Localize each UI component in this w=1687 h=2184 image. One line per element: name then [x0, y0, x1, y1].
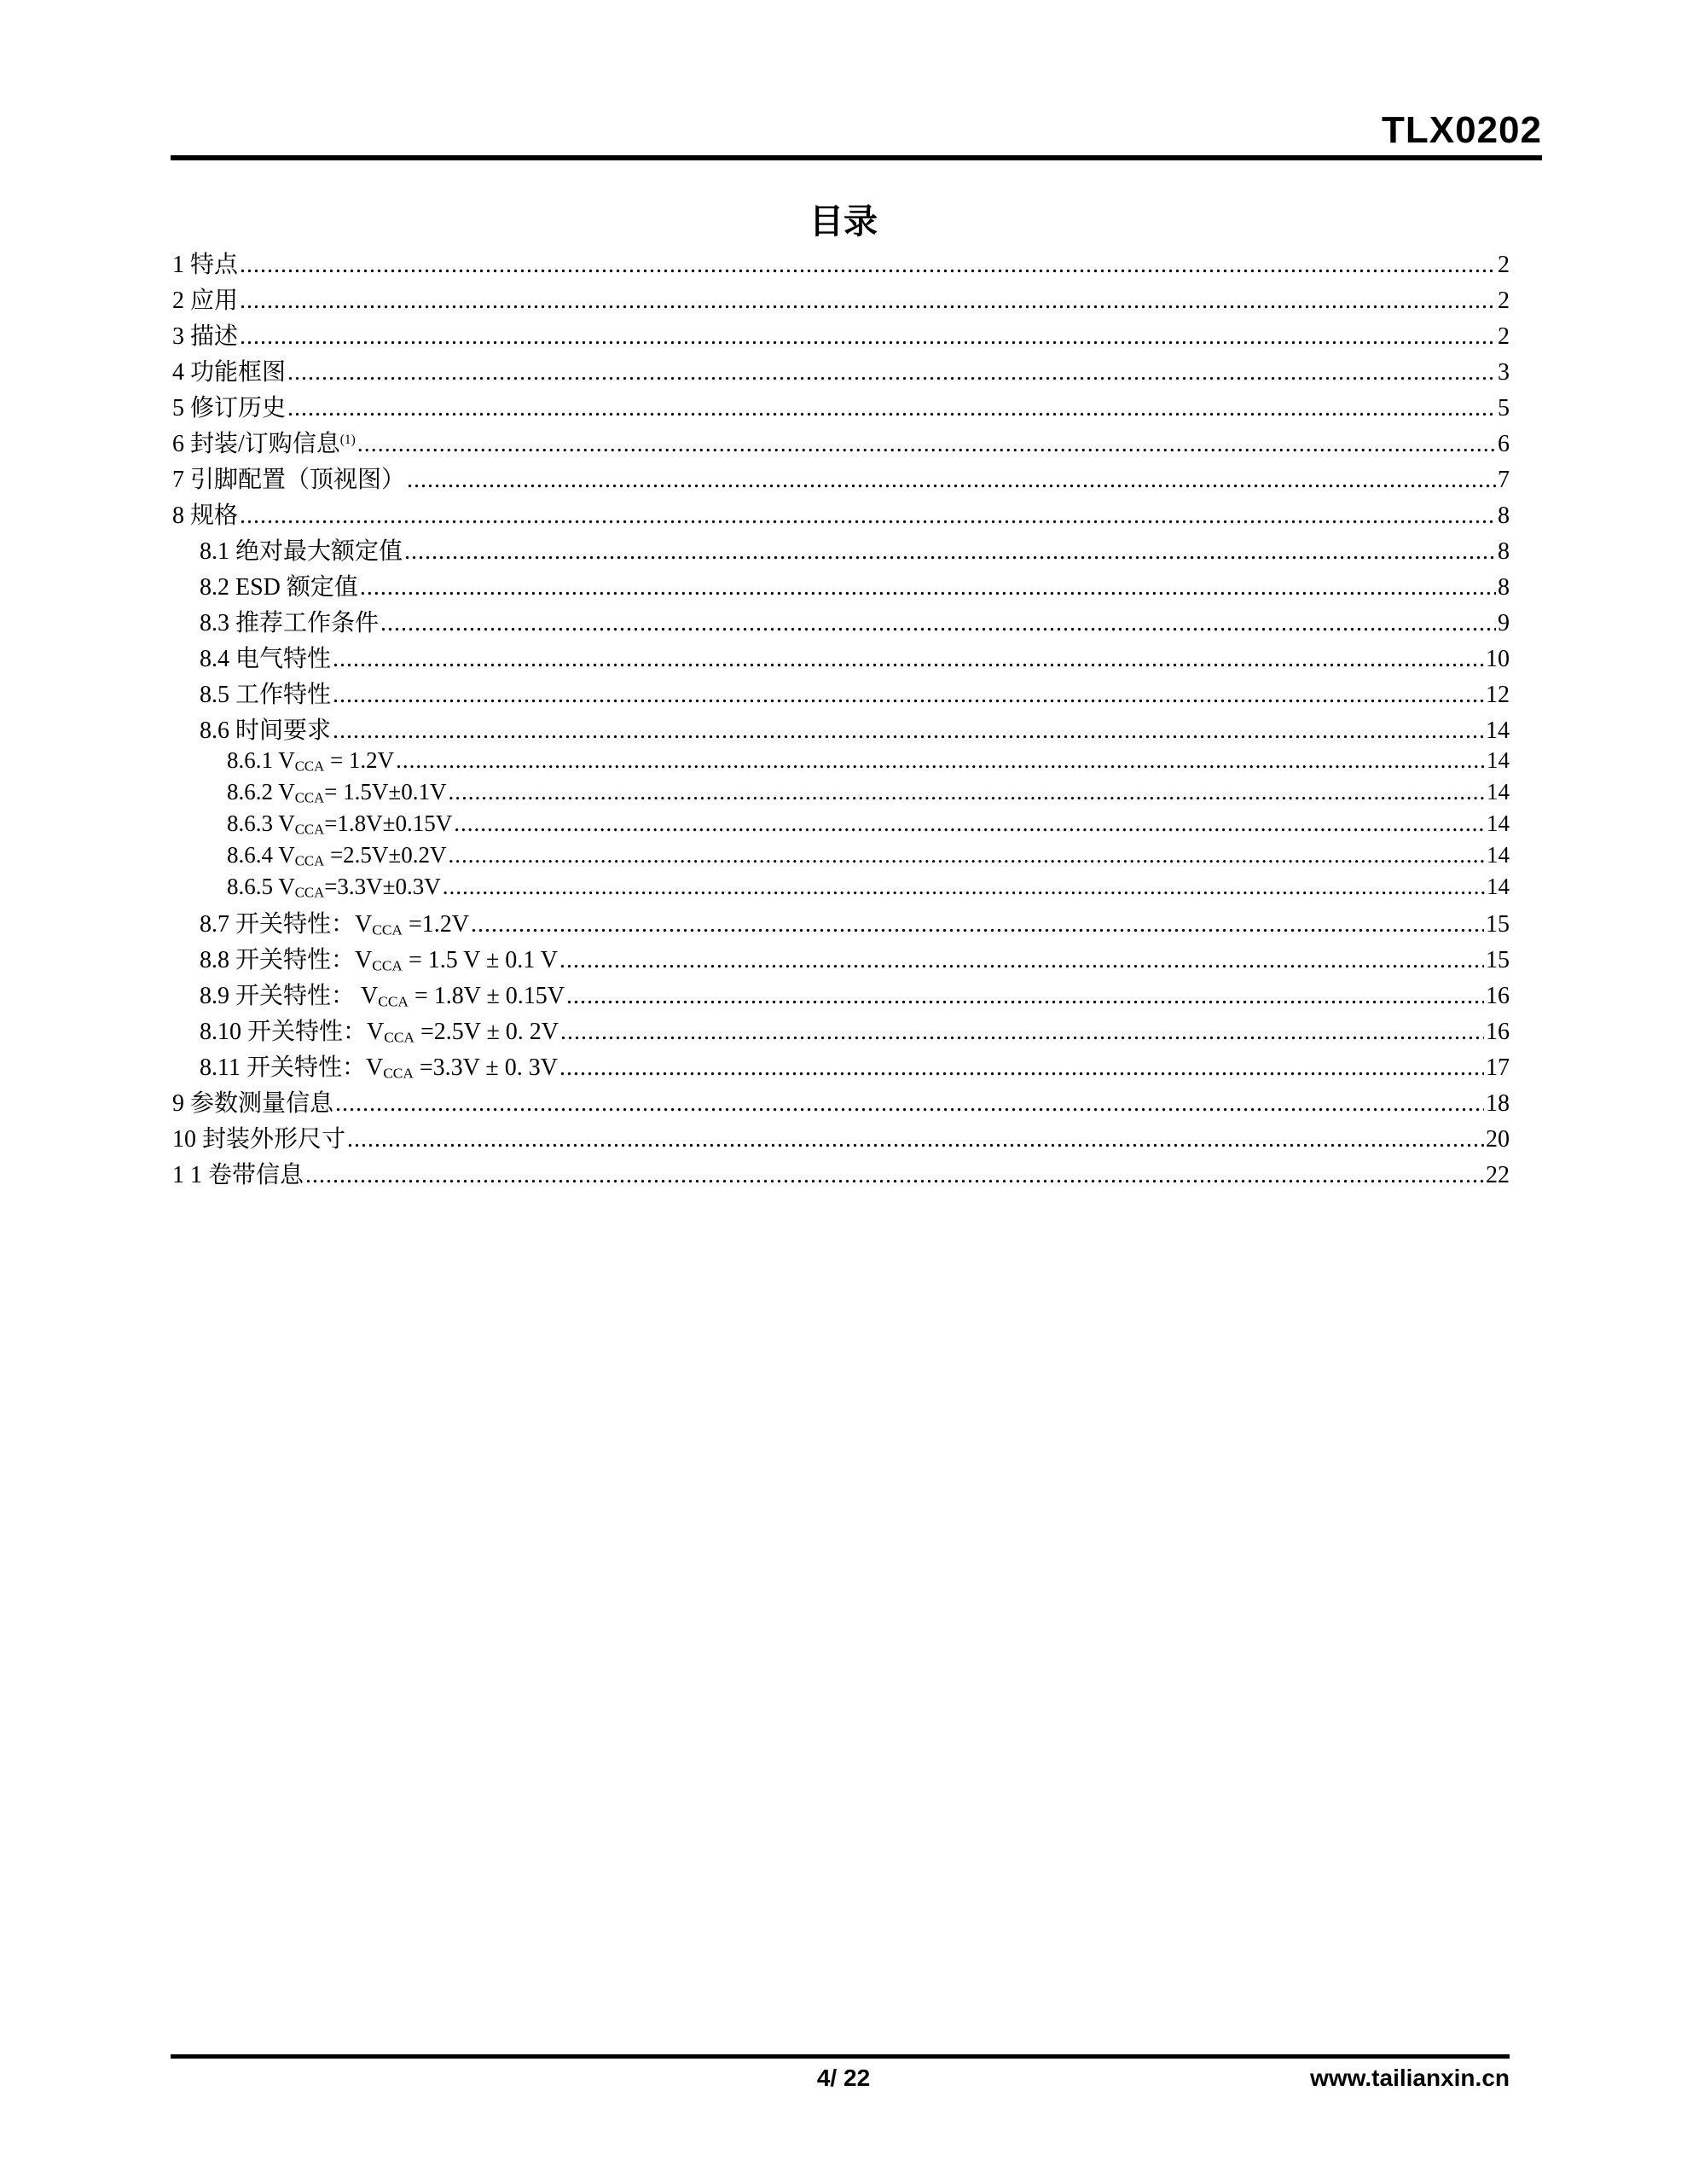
toc-entry-label	[200, 676, 331, 710]
page-number: 4/ 22	[816, 2065, 871, 2091]
toc-entry-subscript: CCA	[294, 884, 325, 901]
toc-entry[interactable]	[172, 1084, 1510, 1120]
toc-entry-page-number: 22	[1486, 1162, 1510, 1188]
toc-entry-text: 8.6.4 V	[227, 842, 295, 868]
toc-entry-label	[172, 282, 238, 316]
toc-entry[interactable]	[172, 604, 1510, 640]
toc-entry-text: 4 功能框图	[172, 359, 287, 386]
toc-entry-label	[227, 779, 446, 806]
toc-dot-leader	[287, 359, 1496, 386]
toc-entry-text: 6 封装/订购信息	[172, 431, 340, 457]
toc-entry-label	[172, 1120, 345, 1154]
toc-dot-leader	[448, 779, 1485, 805]
toc-entry-label	[172, 389, 286, 423]
toc-entry-text: 8.6.1 V	[227, 747, 295, 773]
toc-entry-text: 10 封装外形尺寸	[172, 1126, 346, 1153]
toc-entry[interactable]	[172, 676, 1510, 712]
toc-entry-value: =3.3V±0.3V	[324, 874, 441, 899]
toc-entry-subscript: CCA	[383, 1065, 414, 1082]
toc-entry[interactable]	[172, 905, 1510, 941]
toc-entry-label	[172, 353, 286, 387]
toc-entry-value: = 1.5V±0.1V	[324, 779, 447, 804]
toc-dot-leader	[333, 717, 1484, 745]
toc-entry[interactable]	[172, 842, 1510, 874]
toc-dot-leader	[404, 538, 1496, 566]
toc-entry-text: 5 修订历史	[172, 395, 287, 421]
toc-entry-page-number: 8	[1498, 538, 1510, 565]
toc-entry[interactable]	[172, 1156, 1510, 1192]
toc-entry-subscript: CCA	[294, 758, 325, 775]
toc-entry-label	[200, 1048, 558, 1083]
toc-entry-page-number: 18	[1486, 1090, 1510, 1117]
toc-entry-value: =2.5V±0.2V	[324, 842, 447, 868]
toc-entry[interactable]	[172, 461, 1510, 497]
toc-entry-text: 8 规格	[172, 502, 239, 529]
toc-entry-value: = 1.8V ± 0.15V	[408, 983, 565, 1009]
toc-entry[interactable]	[172, 1013, 1510, 1048]
toc-entry-text: 8.7 开关特性：V	[200, 911, 373, 938]
toc-entry-page-number: 5	[1498, 395, 1510, 421]
toc-entry[interactable]	[172, 497, 1510, 532]
toc-entry-label	[227, 874, 441, 901]
toc-entry-label	[200, 941, 558, 975]
toc-entry-label	[227, 842, 446, 869]
table-of-contents	[172, 246, 1510, 1192]
toc-entry-page-number: 14	[1487, 842, 1510, 868]
toc-entry-text: 2 应用	[172, 288, 239, 314]
toc-entry-label	[172, 497, 238, 531]
toc-entry[interactable]	[172, 1120, 1510, 1156]
toc-entry-text: 1 特点	[172, 252, 239, 278]
toc-entry[interactable]	[172, 779, 1510, 810]
toc-entry[interactable]	[172, 747, 1510, 779]
toc-title: 目录	[809, 202, 878, 241]
toc-entry-value: = 1.5 V ± 0.1 V	[402, 947, 559, 973]
toc-entry[interactable]	[172, 1048, 1510, 1084]
toc-entry-page-number: 16	[1486, 1019, 1510, 1045]
toc-dot-leader	[347, 1126, 1484, 1153]
toc-entry-page-number: 15	[1486, 911, 1510, 938]
toc-entry-text: 8.4 电气特性	[200, 646, 332, 672]
toc-entry-label	[200, 532, 403, 566]
toc-entry-text: 1 1 卷带信息	[172, 1162, 304, 1188]
website-url[interactable]: www.tailianxin.cn	[1310, 2065, 1510, 2091]
toc-dot-leader	[471, 911, 1484, 938]
toc-dot-leader	[559, 1054, 1484, 1082]
toc-entry-page-number: 8	[1498, 574, 1510, 601]
toc-entry[interactable]	[172, 425, 1510, 461]
toc-entry-label	[200, 905, 469, 939]
toc-entry-subscript: CCA	[294, 789, 325, 806]
toc-entry-page-number: 14	[1486, 717, 1510, 744]
toc-entry-page-number: 17	[1486, 1054, 1510, 1081]
toc-entry-subscript: CCA	[294, 852, 325, 869]
toc-entry[interactable]	[172, 712, 1510, 747]
toc-entry-label	[200, 712, 331, 746]
toc-entry-value: =2.5V ± 0. 2V	[414, 1019, 559, 1045]
toc-entry[interactable]	[172, 532, 1510, 568]
toc-entry-text: 8.3 推荐工作条件	[200, 610, 380, 636]
toc-dot-leader	[305, 1162, 1484, 1189]
toc-entry[interactable]	[172, 353, 1510, 389]
toc-entry[interactable]	[172, 568, 1510, 604]
toc-dot-leader	[443, 874, 1485, 900]
toc-entry-label	[172, 461, 405, 495]
toc-entry-label	[200, 640, 331, 674]
toc-entry-text: 3 描述	[172, 323, 239, 350]
toc-entry-text: 8.6.3 V	[227, 810, 295, 836]
toc-entry-footnote-mark: (1)	[339, 432, 356, 447]
toc-entry-subscript: CCA	[384, 1029, 415, 1046]
toc-entry-label	[227, 810, 452, 838]
toc-entry[interactable]	[172, 246, 1510, 282]
toc-entry-label	[172, 246, 238, 280]
toc-entry-text: 9 参数测量信息	[172, 1090, 334, 1117]
toc-dot-leader	[448, 842, 1485, 868]
toc-entry-subscript: CCA	[294, 821, 325, 838]
toc-entry-text: 8.1 绝对最大额定值	[200, 538, 403, 565]
toc-entry-value: =1.2V	[402, 911, 469, 938]
toc-entry-value: =3.3V ± 0. 3V	[413, 1054, 558, 1081]
toc-entry-value: = 1.2V	[324, 747, 395, 773]
document-header-title: TLX0202	[1382, 109, 1542, 151]
toc-entry-page-number: 9	[1498, 610, 1510, 636]
toc-entry-label	[172, 1084, 333, 1118]
toc-dot-leader	[240, 502, 1496, 530]
toc-entry[interactable]	[172, 282, 1510, 317]
toc-dot-leader	[560, 1019, 1484, 1046]
toc-entry-page-number: 10	[1486, 646, 1510, 672]
toc-entry-text: 8.5 工作特性	[200, 682, 332, 708]
toc-entry-label	[172, 425, 356, 459]
toc-entry-subscript: CCA	[372, 957, 403, 974]
toc-entry-page-number: 3	[1498, 359, 1510, 386]
toc-entry-page-number: 15	[1486, 947, 1510, 973]
toc-entry-value: =1.8V±0.15V	[324, 810, 453, 836]
toc-dot-leader	[240, 288, 1496, 315]
toc-entry-text: 8.9 开关特性： V	[200, 983, 379, 1009]
toc-entry-page-number: 6	[1498, 431, 1510, 457]
toc-dot-leader	[380, 610, 1496, 637]
toc-entry-page-number: 14	[1487, 747, 1510, 773]
toc-entry-label	[200, 977, 565, 1011]
toc-entry-text: 8.6 时间要求	[200, 717, 332, 744]
toc-entry-subscript: CCA	[372, 921, 403, 938]
toc-entry-page-number: 16	[1486, 983, 1510, 1009]
toc-entry-page-number: 20	[1486, 1126, 1510, 1153]
toc-entry[interactable]	[172, 941, 1510, 977]
toc-dot-leader	[454, 810, 1485, 837]
toc-entry-text: 7 引脚配置（顶视图）	[172, 467, 406, 493]
toc-dot-leader	[559, 947, 1484, 974]
toc-entry[interactable]	[172, 640, 1510, 676]
toc-entry-page-number: 12	[1486, 682, 1510, 708]
toc-entry-label	[200, 1013, 559, 1047]
header-rule	[171, 155, 1542, 160]
toc-entry-label	[172, 1156, 304, 1190]
toc-entry-text: 8.6.2 V	[227, 779, 295, 804]
toc-entry[interactable]	[172, 389, 1510, 425]
toc-entry-text: 8.10 开关特性：V	[200, 1019, 385, 1045]
toc-dot-leader	[333, 646, 1484, 673]
toc-entry-page-number: 14	[1487, 874, 1510, 899]
toc-entry-page-number: 14	[1487, 779, 1510, 804]
toc-entry-label	[172, 317, 238, 351]
toc-entry-label	[200, 568, 358, 602]
toc-entry[interactable]	[172, 977, 1510, 1013]
toc-dot-leader	[360, 574, 1496, 601]
toc-entry-page-number: 2	[1498, 323, 1510, 350]
toc-dot-leader	[240, 323, 1496, 351]
toc-entry-text: 8.8 开关特性：V	[200, 947, 373, 973]
toc-entry-subscript: CCA	[378, 993, 409, 1010]
toc-dot-leader	[333, 682, 1484, 709]
toc-entry-text: 8.2 ESD 额定值	[200, 574, 358, 601]
toc-entry[interactable]	[172, 874, 1510, 905]
toc-dot-leader	[335, 1090, 1484, 1118]
toc-dot-leader	[287, 395, 1496, 422]
toc-dot-leader	[240, 252, 1496, 279]
footer-rule	[171, 2054, 1510, 2059]
toc-entry-text: 8.6.5 V	[227, 874, 295, 899]
toc-entry-page-number: 2	[1498, 252, 1510, 278]
toc-dot-leader	[566, 983, 1484, 1010]
toc-dot-leader	[396, 747, 1485, 774]
toc-entry[interactable]	[172, 317, 1510, 353]
toc-dot-leader	[357, 431, 1496, 458]
toc-entry-label	[227, 747, 394, 775]
toc-entry[interactable]	[172, 810, 1510, 842]
toc-dot-leader	[407, 467, 1496, 494]
toc-entry-text: 8.11 开关特性：V	[200, 1054, 384, 1081]
toc-entry-page-number: 7	[1498, 467, 1510, 493]
toc-entry-page-number: 14	[1487, 810, 1510, 836]
toc-entry-page-number: 2	[1498, 288, 1510, 314]
toc-entry-label	[200, 604, 379, 638]
toc-entry-page-number: 8	[1498, 502, 1510, 529]
